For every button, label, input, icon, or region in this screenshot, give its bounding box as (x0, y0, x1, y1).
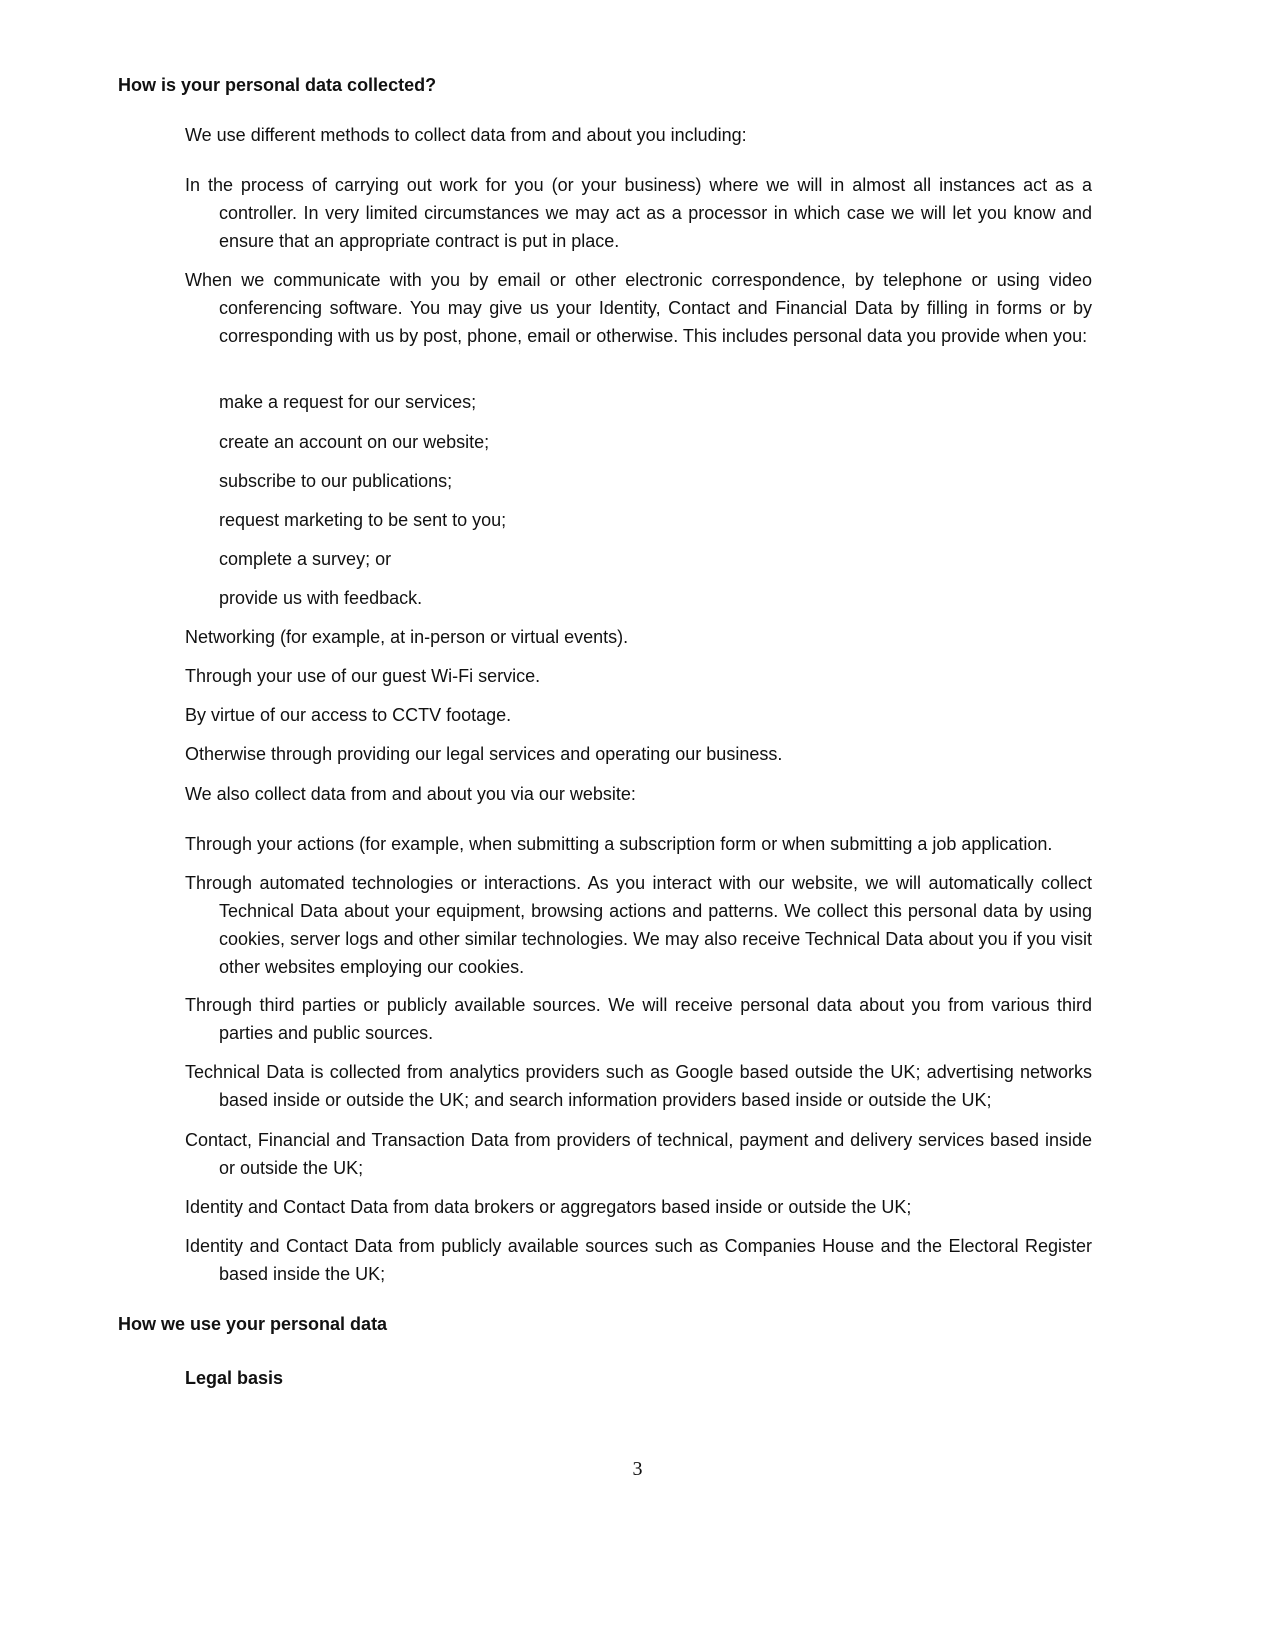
intro-paragraph: We use different methods to collect data from and about you including: (185, 125, 747, 145)
sub-list-item: provide us with feedback. (219, 588, 423, 608)
list-item: Contact, Financial and Transaction Data from providers of technical, payment and delivery services based inside or outside the UK; (185, 1130, 1092, 1178)
list-item: Technical Data is collected from analytics providers such as Google based outside the UK; advertising networks based inside or outside the UK; and search information providers based inside or outside the UK; (185, 1062, 1092, 1110)
list-item: Identity and Contact Data from data brokers or aggregators based inside or outside the UK; (185, 1197, 912, 1217)
sub-list-item: create an account on our website; (219, 432, 490, 452)
sub-list-item: request marketing to be sent to you; (219, 510, 507, 530)
subheading: Legal basis (185, 1368, 284, 1388)
list-item: Through automated technologies or interactions. As you interact with our website, we will automatically collect Technical Data about your equipment, browsing actions and patterns. We collect this personal data by using cookies, server logs and other similar technologies. We may also receive Technical Data about you if you visit other websites employing our cookies. (185, 873, 1092, 977)
list-item: By virtue of our access to CCTV footage. (185, 705, 512, 725)
list-item: In the process of carrying out work for you (or your business) where we will in almost all instances act as a controller. In very limited circumstances we may act as a processor in which case we will let you know and ensure that an appropriate contract is put in place. (185, 175, 1092, 251)
website-intro: We also collect data from and about you via our website: (185, 784, 636, 804)
sub-list-item: make a request for our services; (219, 392, 477, 412)
list-item: Through your actions (for example, when submitting a subscription form or when submitting a job application. (185, 834, 1053, 854)
sub-list-item: subscribe to our publications; (219, 471, 453, 491)
list-item: Networking (for example, at in-person or virtual events). (185, 627, 629, 647)
list-item: Identity and Contact Data from publicly available sources such as Companies House and the Electoral Register based inside the UK; (185, 1236, 1092, 1284)
sub-list-item: complete a survey; or (219, 549, 392, 569)
list-item: Through your use of our guest Wi-Fi service. (185, 666, 541, 686)
list-item: Through third parties or publicly available sources. We will receive personal data about you from various third parties and public sources. (185, 995, 1092, 1043)
section-heading: How we use your personal data (118, 1314, 388, 1334)
page-number: 3 (632, 1458, 643, 1480)
section-heading: How is your personal data collected? (118, 75, 437, 95)
list-item: When we communicate with you by email or other electronic correspondence, by telephone or using video conferencing software. You may give us your Identity, Contact and Financial Data by filling in forms or by corresponding with us by post, phone, email or otherwise. This includes personal data you provide when you: (185, 270, 1092, 346)
list-item: Otherwise through providing our legal services and operating our business. (185, 744, 783, 764)
